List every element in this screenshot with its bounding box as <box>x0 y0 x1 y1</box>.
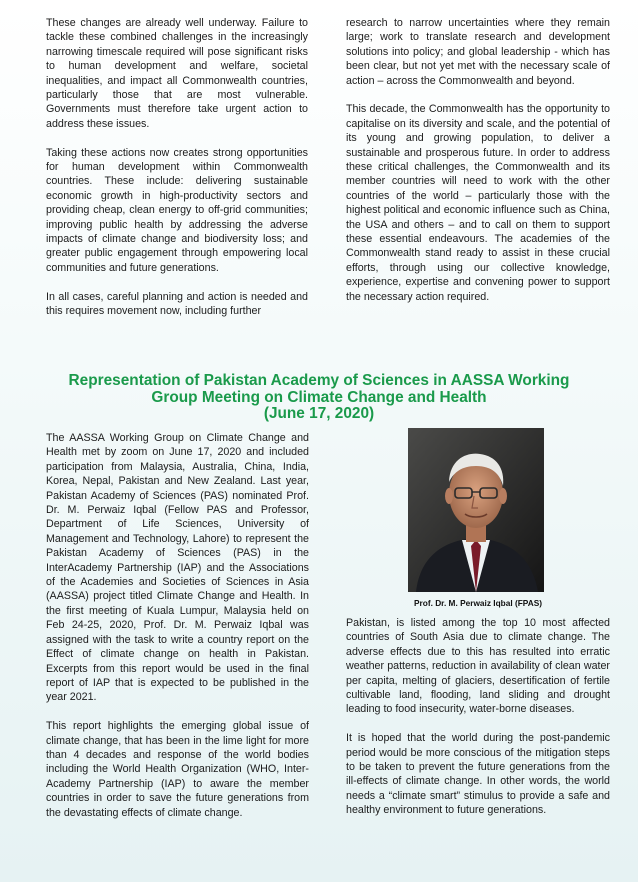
paragraph: These changes are already well underway. Failure to tackle these combined challenges in the increasingly narrowing timescale required will pose significant risks to human development and welfare, societal inequalities, and impact all Commonwealth countries, particularly those that are most vulnerable. Governments must therefore take urgent action to address these issues. <box>46 17 308 130</box>
paragraph: Taking these actions now creates strong opportunities for human development within Commonwealth countries. These include: delivering sustainable economic growth in high-productivity sectors and providing cheap, clean energy to off-grid communities; improving public health by addressing the adverse impacts of climate change and biodiversity loss; and greater public engagement through empowering local communities and future generations. <box>46 146 308 274</box>
paragraph: The AASSA Working Group on Climate Change and Health met by zoom on June 17, 2020 and included participation from Malaysia, Australia, China, India, Korea, Nepal, Pakistan and New Zealand. Last year, Pakistan Academy of Sciences (PAS) nominated Prof. Dr. M. Perwaiz Iqbal (Fellow PAS and Professor, Department of Life Sciences, University of Management and Technology, Lahore) to represent the Pakistan Academy of Sciences (PAS) in the InterAcademy Partnership (IAP) and the Associations of the Academies and Societies of Sciences in Asia (AASSA) project titled Climate Change and Health. In the first meeting of Kuala Lumpur, Malaysia held on Feb 24-25, 2020, Prof. Dr. M. Perwaiz Iqbal was assigned with the task to write a country report on the Effect of climate change on health in Pakistan. Excerpts from this report would be used in the final report of IAP that is expected to be published in the year 2021. <box>46 432 309 704</box>
paragraph: In all cases, careful planning and action is needed and this requires movement now, including further <box>46 290 308 318</box>
paragraph: Pakistan, is listed among the top 10 most affected countries of South Asia due to climate change. The adverse effects due to this has resulted into erratic weather patterns, reduction in availability of clean water per capita, melting of glaciers, desertification of fertile cultivable land, flooding, land sliding and drought leading to food insecurity, water-borne diseases. <box>346 617 610 716</box>
bottom-left-column <box>46 431 309 820</box>
portrait-illustration <box>408 428 544 592</box>
paragraph: This report highlights the emerging global issue of climate change, that has been in the lime light for more than 4 decades and response of the world bodies including the World Health Organization (WHO, Inter-Academy Partnership (IAP) to aware the member countries in order to save the future generations from the devastating effects of climate change. <box>46 720 309 819</box>
paragraph: research to narrow uncertainties where they remain large; work to translate research and development solutions into policy; and global leadership - which has been clear, but not yet met with the necessary scale of action – across the Commonwealth and beyond. <box>346 17 610 87</box>
heading-line: Group Meeting on Climate Change and Health <box>151 388 487 406</box>
paragraph: This decade, the Commonwealth has the opportunity to capitalise on its diversity and scale, and the potential of its young and growing population, to deliver a sustainable and prosperous future. In order to address these critical challenges, the Commonwealth and its member countries will need to work with the other countries of the world – particularly those with the highest political and economic influence such as China, the USA and others – and to call on them to support these essential endeavours. The academies of the Commonwealth stand ready to assist in these crucial efforts, through using our collective knowledge, experience, expertise and convening power to support the necessary action required. <box>346 103 610 303</box>
top-right-column <box>346 16 610 304</box>
paragraph: It is hoped that the world during the post-pandemic period would be more conscious of the mitigation steps to be taken to prevent the future generations from the ill-effects of climate change. In other words, the world needs a “climate smart” stimulus to provide a safe and healthy environment to future generations. <box>346 732 610 817</box>
heading-date: (June 17, 2020) <box>263 405 375 422</box>
section-heading <box>30 373 608 423</box>
photo-caption: Prof. Dr. M. Perwaiz Iqbal (FPAS) <box>413 598 542 608</box>
bottom-right-column <box>346 616 610 818</box>
portrait-photo <box>408 428 544 592</box>
top-left-column <box>46 16 308 319</box>
heading-line: Representation of Pakistan Academy of Sciences in AASSA Working <box>68 372 570 389</box>
